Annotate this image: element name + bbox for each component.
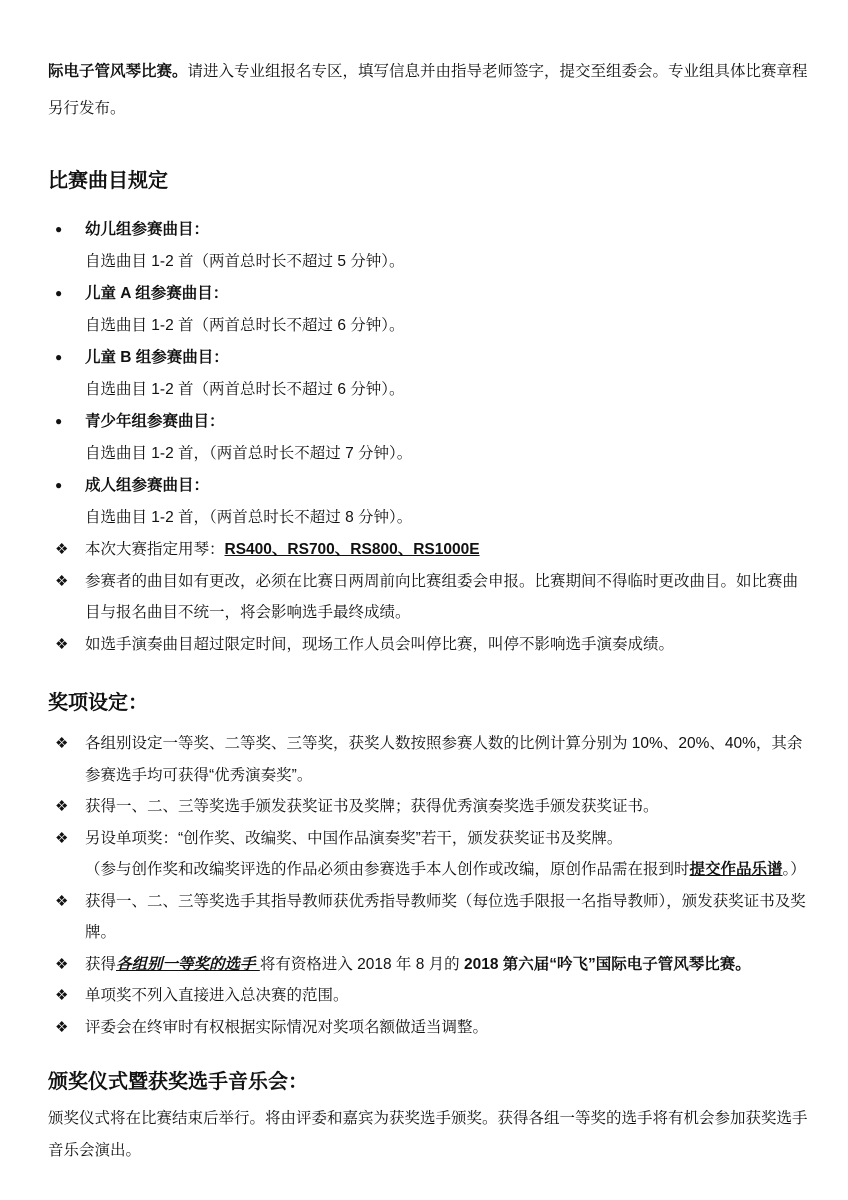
ceremony-paragraph: 颁奖仪式将在比赛结束后举行。将由评委和嘉宾为获奖选手颁奖。获得各组一等奖的选手将有机会参加获奖选手音乐会演出。 <box>48 1110 808 1159</box>
rule-text: 本次大赛指定用琴：RS400、RS700、RS800、RS1000E <box>85 541 480 558</box>
repertoire-group-item <box>48 406 808 469</box>
intro-paragraph: 际电子管风琴比赛。请进入专业组报名专区，填写信息并由指导老师签字，提交至组委会。专业组具体比赛章程另行发布。 <box>48 63 808 117</box>
group-title: 儿童 A 组参赛曲目： <box>85 285 229 302</box>
rule-text: 如选手演奏曲目超过限定时间，现场工作人员会叫停比赛，叫停不影响选手演奏成绩。 <box>85 635 675 653</box>
group-title: 成人组参赛曲目： <box>85 477 210 494</box>
bullet-disc-icon: ● <box>55 478 63 492</box>
rule-text: 参赛者的曲目如有更改，必须在比赛日两周前向比赛组委会申报。比赛期间不得临时更改曲目。如比赛曲目与报名曲目不统一，将会影响选手最终成绩。 <box>85 572 799 621</box>
bullet-diamond-icon: ❖ <box>55 735 69 752</box>
award-text: 另设单项奖：“创作奖、改编奖、中国作品演奏奖”若干，颁发获奖证书及奖牌。 <box>85 829 623 847</box>
bullet-disc-icon: ● <box>55 222 63 236</box>
award-text: 各组别设定一等奖、二等奖、三等奖，获奖人数按照参赛人数的比例计算分别为 10%、20%、40%，其余参赛选手均可获得“优秀演奏奖”。 <box>85 735 803 784</box>
award-item <box>48 1012 808 1044</box>
bullet-diamond-icon: ❖ <box>55 572 69 590</box>
repertoire-rules-list <box>48 534 808 660</box>
award-item <box>48 886 808 949</box>
repertoire-list <box>48 214 808 533</box>
bullet-diamond-icon: ❖ <box>55 987 69 1004</box>
group-detail: 自选曲目 1-2 首（两首总时长不超过 5 分钟）。 <box>85 252 405 270</box>
bullet-disc-icon: ● <box>55 414 63 428</box>
group-title: 儿童 B 组参赛曲目： <box>85 349 229 366</box>
group-detail: 自选曲目 1-2 首（两首总时长不超过 6 分钟）。 <box>85 316 405 334</box>
bullet-diamond-icon: ❖ <box>55 829 69 847</box>
award-text: 单项奖不列入直接进入总决赛的范围。 <box>85 987 349 1004</box>
awards-list <box>48 728 808 1043</box>
award-text: 获得一、二、三等奖选手其指导教师获优秀指导教师奖（每位选手限报一名指导教师），颁发获奖证书及奖牌。 <box>85 892 806 941</box>
award-item <box>48 823 808 886</box>
award-note: （参与创作奖和改编奖评选的作品必须由参赛选手本人创作或改编，原创作品需在报到时提交作品乐谱。） <box>85 861 806 878</box>
award-item <box>48 980 808 1012</box>
award-text: 获得各组别一等奖的选手 将有资格进入 2018 年 8 月的 2018 第六届“吟飞”国际电子管风琴比赛。 <box>85 955 751 973</box>
bullet-diamond-icon: ❖ <box>55 1018 69 1036</box>
group-detail: 自选曲目 1-2 首，（两首总时长不超过 7 分钟）。 <box>85 444 413 462</box>
rule-item <box>48 534 808 566</box>
group-detail: 自选曲目 1-2 首，（两首总时长不超过 8 分钟）。 <box>85 508 413 526</box>
section-title-repertoire: 比赛曲目规定 <box>48 170 168 192</box>
repertoire-group-item <box>48 470 808 533</box>
bullet-diamond-icon: ❖ <box>55 955 69 973</box>
award-item <box>48 791 808 823</box>
repertoire-group-item <box>48 278 808 341</box>
award-item <box>48 949 808 981</box>
group-title: 青少年组参赛曲目： <box>85 413 225 430</box>
award-text: 评委会在终审时有权根据实际情况对奖项名额做适当调整。 <box>85 1018 489 1036</box>
bullet-diamond-icon: ❖ <box>55 798 69 815</box>
section-title-awards: 奖项设定： <box>48 692 148 714</box>
bullet-diamond-icon: ❖ <box>55 541 69 558</box>
award-item <box>48 728 808 791</box>
rule-item <box>48 629 808 661</box>
repertoire-group-item <box>48 342 808 405</box>
repertoire-group-item <box>48 214 808 277</box>
bullet-disc-icon: ● <box>55 350 63 364</box>
bullet-diamond-icon: ❖ <box>55 635 69 653</box>
award-text: 获得一、二、三等奖选手颁发获奖证书及奖牌；获得优秀演奏奖选手颁发获奖证书。 <box>85 798 659 815</box>
group-title: 幼儿组参赛曲目： <box>85 221 210 238</box>
group-detail: 自选曲目 1-2 首（两首总时长不超过 6 分钟）。 <box>85 380 405 398</box>
bullet-diamond-icon: ❖ <box>55 892 69 910</box>
section-title-ceremony: 颁奖仪式暨获奖选手音乐会： <box>48 1071 308 1093</box>
rule-item <box>48 566 808 629</box>
bullet-disc-icon: ● <box>55 286 63 300</box>
